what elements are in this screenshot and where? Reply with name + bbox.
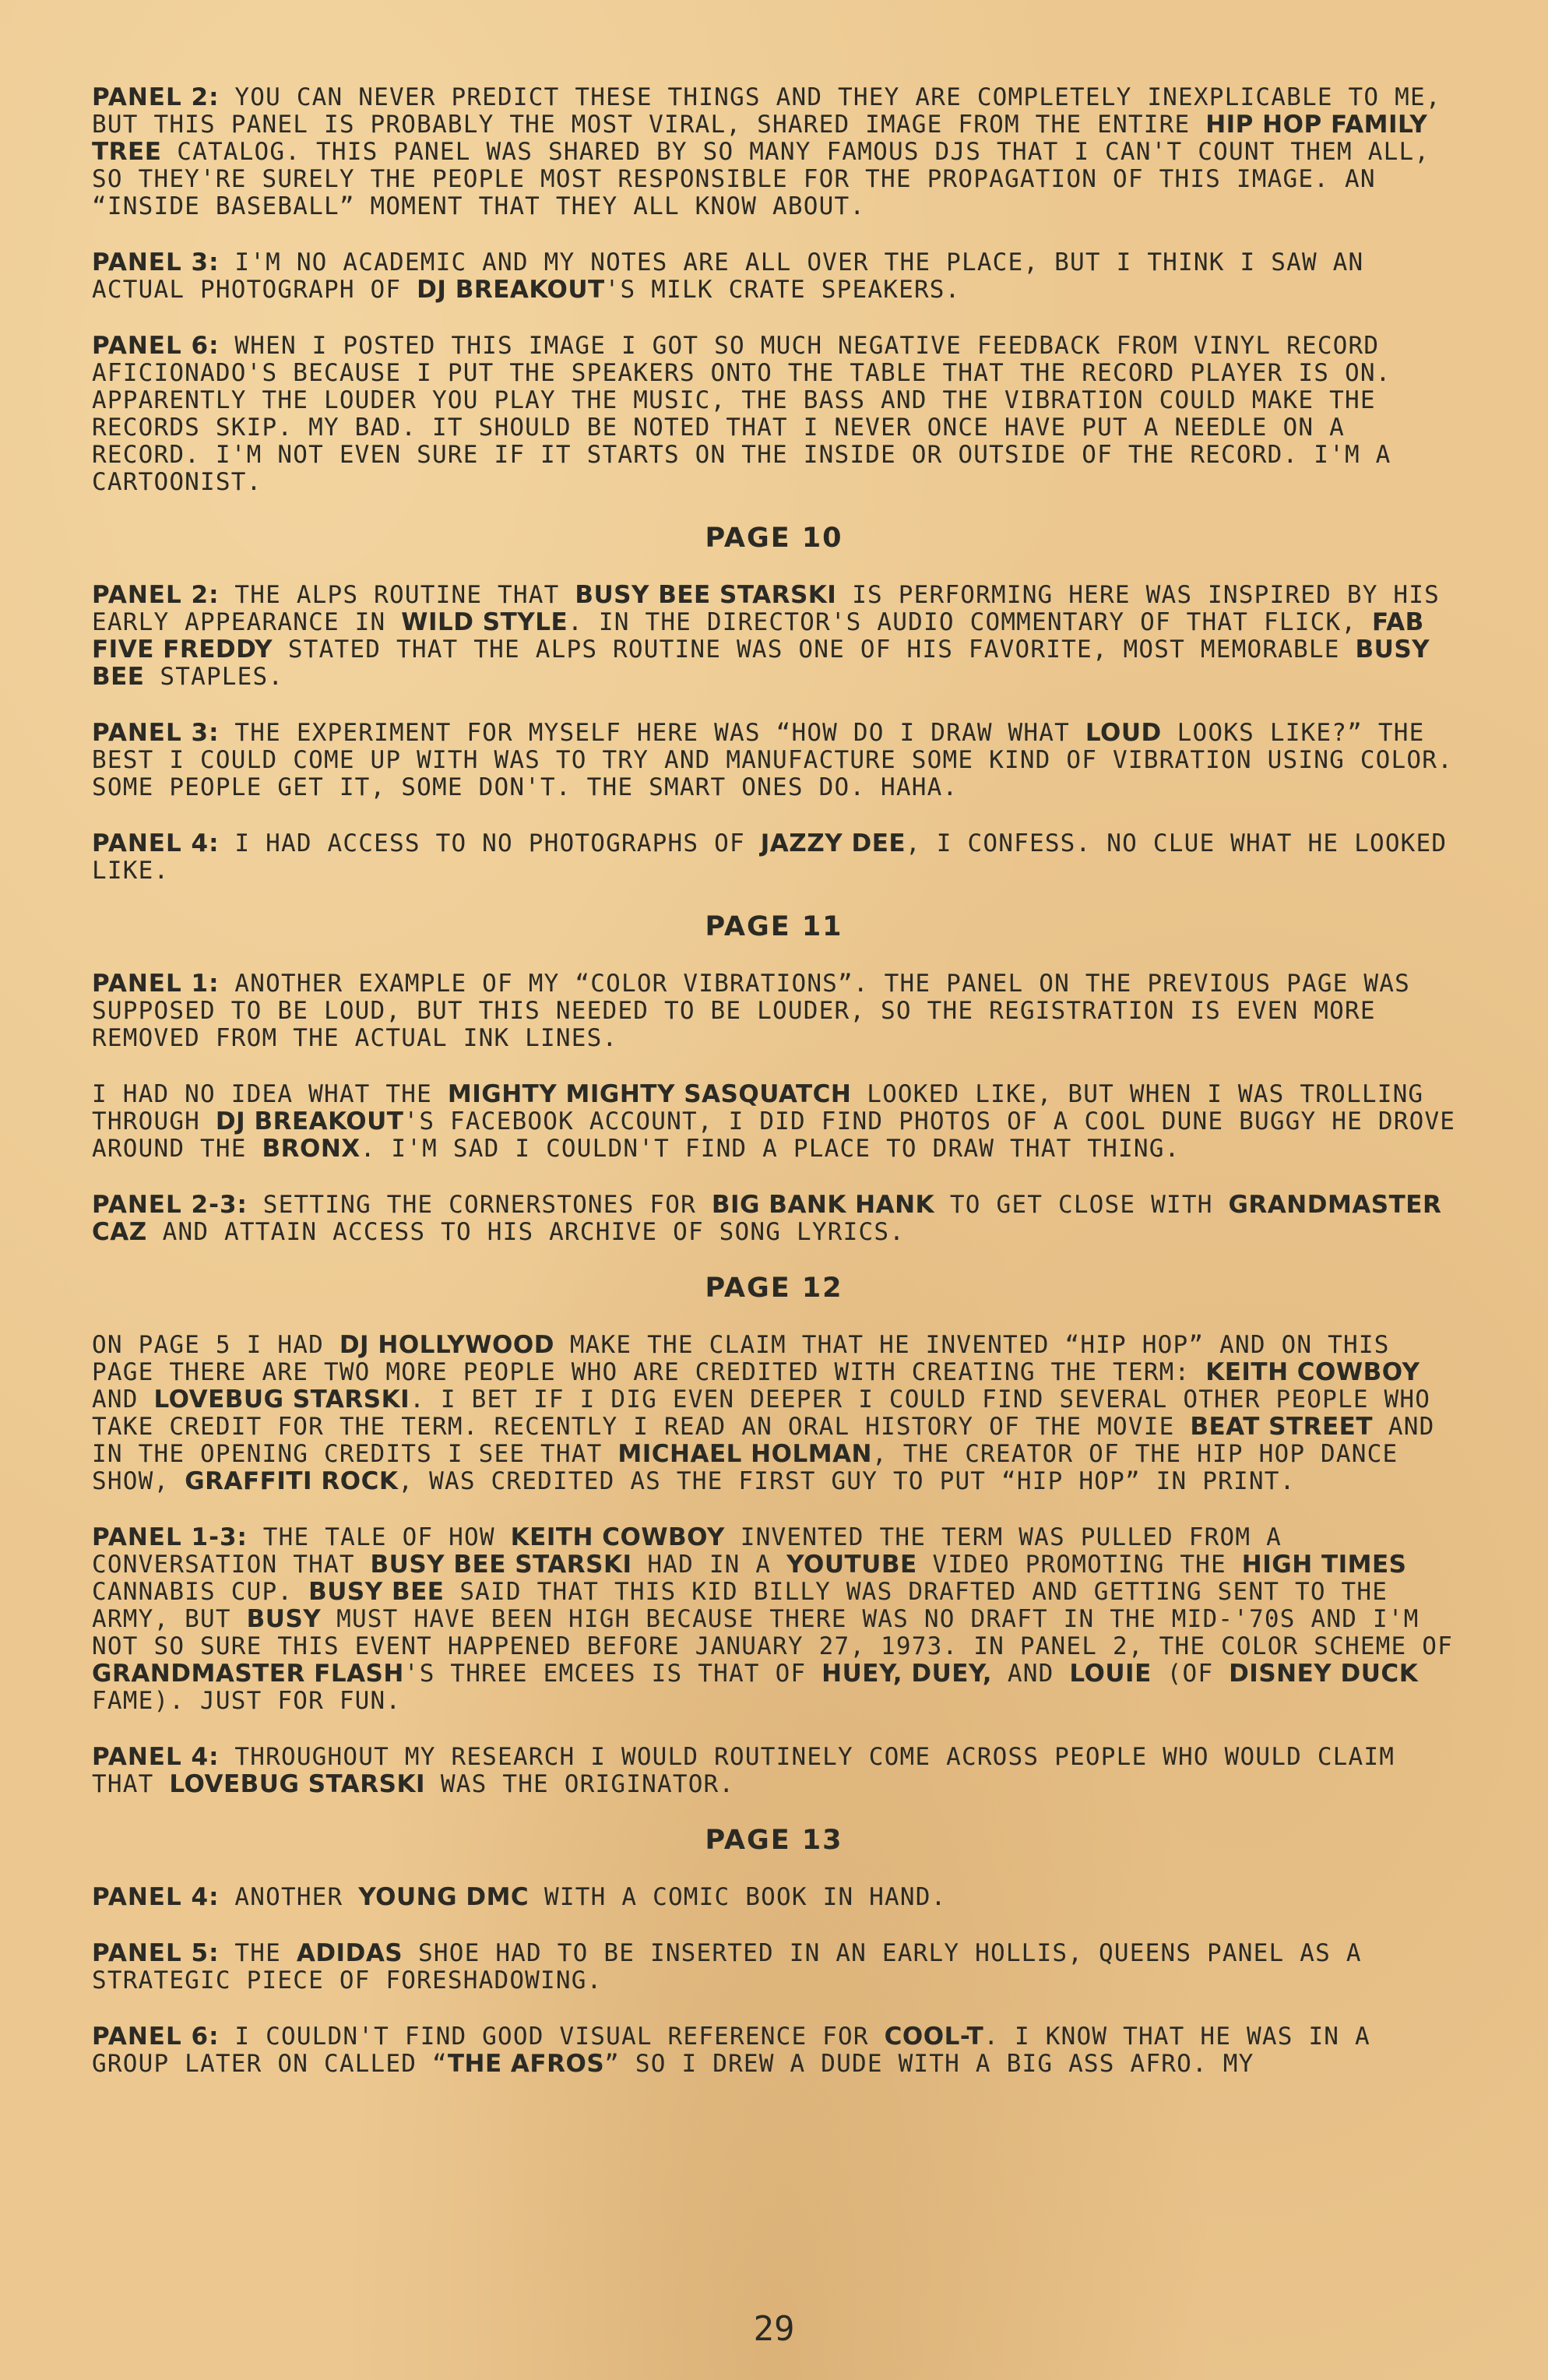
emphasized-name: BEAT STREET xyxy=(1190,1413,1373,1441)
text-segment: AND xyxy=(992,1660,1070,1688)
text-segment: I COULDN'T FIND GOOD VISUAL REFERENCE FOR xyxy=(219,2023,885,2051)
text-segment: I HAD ACCESS TO NO PHOTOGRAPHS OF xyxy=(219,829,761,857)
text-segment: ANOTHER xyxy=(219,1883,359,1911)
emphasized-name: DJ HOLLYWOOD xyxy=(339,1331,554,1359)
text-segment: ANOTHER EXAMPLE OF MY “COLOR VIBRATIONS”. THE PANEL ON THE PREVIOUS PAGE WAS SUPPOSED TO BE LOUD, BUT THIS NEEDED TO BE LOUDER, SO THE REGISTRATION IS EVEN MORE REMOVED FROM THE ACTUAL INK LINES. xyxy=(92,970,1410,1052)
text-segment: THE TALE OF HOW xyxy=(247,1523,511,1551)
commentary-paragraph xyxy=(92,582,1456,691)
text-segment: SETTING THE CORNERSTONES FOR xyxy=(247,1191,712,1219)
panel-label: PANEL 1-3: xyxy=(92,1523,248,1551)
text-segment: , WAS CREDITED AS THE FIRST GUY TO PUT “HIP HOP” IN PRINT. xyxy=(398,1467,1296,1495)
commentary-paragraph xyxy=(92,1940,1456,1994)
text-segment: SAID THAT THIS KID BILLY WAS DRAFTED AND GETTING SENT TO THE ARMY, BUT xyxy=(92,1578,1388,1633)
text-segment: CANNABIS CUP. xyxy=(92,1578,309,1606)
commentary-paragraph xyxy=(92,84,1456,220)
text-segment: . IN THE DIRECTOR'S AUDIO COMMENTARY OF THAT FLICK, xyxy=(568,608,1373,636)
text-segment: VIDEO PROMOTING THE xyxy=(916,1551,1242,1579)
emphasized-name: LOVEBUG STARSKI xyxy=(169,1770,426,1798)
text-segment: THE ALPS ROUTINE THAT xyxy=(219,581,575,609)
emphasized-name: DJ BREAKOUT xyxy=(215,1107,404,1135)
commentary-paragraph xyxy=(92,720,1456,801)
document-page xyxy=(92,84,1456,2280)
emphasized-name: GRANDMASTER CAZ xyxy=(92,1191,1442,1246)
panel-label: PANEL 4: xyxy=(92,829,220,857)
commentary-paragraph xyxy=(92,1884,1456,1911)
section-heading: PAGE 12 xyxy=(705,1273,843,1304)
text-segment: TO GET CLOSE WITH xyxy=(934,1191,1229,1219)
emphasized-name: HIGH TIMES xyxy=(1241,1551,1407,1579)
panel-label: PANEL 3: xyxy=(92,719,220,747)
panel-label: PANEL 1: xyxy=(92,970,220,998)
text-segment: I HAD NO IDEA WHAT THE xyxy=(92,1080,448,1108)
emphasized-name: LOUD xyxy=(1085,719,1162,747)
emphasized-name: ADIDAS xyxy=(296,1939,403,1967)
text-segment: INVENTED THE TERM WAS PULLED FROM A CONVERSATION THAT xyxy=(92,1523,1282,1579)
emphasized-name: FAB FIVE FREDDY xyxy=(92,608,1424,664)
panel-label: PANEL 6: xyxy=(92,2023,220,2051)
text-segment: THE EXPERIMENT FOR MYSELF HERE WAS “HOW DO I DRAW WHAT xyxy=(219,719,1085,747)
text-segment: IS PERFORMING HERE WAS INSPIRED BY HIS EARLY APPEARANCE IN xyxy=(92,581,1441,636)
text-segment: (OF xyxy=(1151,1660,1230,1688)
emphasized-name: WILD STYLE xyxy=(401,608,568,636)
emphasized-name: DISNEY DUCK xyxy=(1229,1660,1419,1688)
text-segment: , THE CREATOR OF THE HIP HOP DANCE SHOW, xyxy=(92,1440,1398,1495)
emphasized-name: LOUIE xyxy=(1069,1660,1152,1688)
emphasized-name: YOUNG DMC xyxy=(358,1883,529,1911)
text-segment: . I BET IF I DIG EVEN DEEPER I COULD FIND SEVERAL OTHER PEOPLE WHO TAKE CREDIT FOR THE TERM. RECENTLY I READ AN ORAL HISTORY OF THE MOVIE xyxy=(92,1385,1431,1441)
emphasized-name: COOL-T xyxy=(884,2023,984,2051)
commentary-paragraph xyxy=(92,249,1456,304)
emphasized-name: KEITH COWBOY xyxy=(510,1523,725,1551)
text-segment: SHOE HAD TO BE INSERTED IN AN EARLY HOLLIS, QUEENS PANEL AS A STRATEGIC PIECE OF FORESHADOWING. xyxy=(92,1939,1362,1994)
text-segment: MUST HAVE BEEN HIGH BECAUSE THERE WAS NO DRAFT IN THE MID-'70S AND I'M NOT SO SURE THIS EVENT HAPPENED BEFORE JANUARY 27, 1973. IN PANEL 2, THE COLOR SCHEME OF xyxy=(92,1605,1453,1660)
text-segment: FAME). JUST FOR FUN. xyxy=(92,1687,402,1715)
emphasized-name: HIP HOP FAMILY TREE xyxy=(92,111,1428,166)
emphasized-name: GRAFFITI ROCK xyxy=(185,1467,399,1495)
emphasized-name: THE AFROS xyxy=(447,2050,605,2078)
commentary-paragraph xyxy=(92,1192,1456,1246)
text-segment: I'M NO ACADEMIC AND MY NOTES ARE ALL OVER THE PLACE, BUT I THINK I SAW AN ACTUAL PHOTOGRAPH OF xyxy=(92,248,1364,304)
emphasized-name: BUSY BEE xyxy=(92,635,1430,691)
emphasized-name: MIGHTY MIGHTY SASQUATCH xyxy=(447,1080,852,1108)
emphasized-name: BRONX xyxy=(262,1135,361,1163)
emphasized-name: BUSY BEE STARSKI xyxy=(575,581,837,609)
emphasized-name: BUSY BEE STARSKI xyxy=(370,1551,632,1579)
panel-label: PANEL 5: xyxy=(92,1939,220,1967)
emphasized-name: LOVEBUG STARSKI xyxy=(153,1385,410,1414)
text-segment: CATALOG. THIS PANEL WAS SHARED BY SO MANY FAMOUS DJS THAT I CAN'T COUNT THEM ALL, SO THEY'RE SURELY THE PEOPLE MOST RESPONSIBLE FOR THE PROPAGATION OF THIS IMAGE. AN “INSIDE BASEBALL” MOMENT THAT THEY ALL KNOW ABOUT. xyxy=(92,138,1430,220)
section-heading: PAGE 11 xyxy=(705,911,843,942)
text-segment: MAKE THE CLAIM THAT HE INVENTED “HIP HOP” AND ON THIS PAGE THERE ARE TWO MORE PEOPLE WHO ARE CREDITED WITH CREATING THE TERM: xyxy=(92,1331,1390,1386)
text-segment: WITH A COMIC BOOK IN HAND. xyxy=(529,1883,947,1911)
emphasized-name: DJ BREAKOUT xyxy=(417,276,605,304)
emphasized-name: HUEY, DUEY, xyxy=(821,1660,993,1688)
commentary-paragraph xyxy=(92,1081,1456,1163)
commentary-paragraph xyxy=(92,2023,1456,2078)
text-segment: . I'M SAD I COULDN'T FIND A PLACE TO DRAW THAT THING. xyxy=(360,1135,1180,1163)
text-segment: STAPLES. xyxy=(144,663,284,691)
panel-label: PANEL 4: xyxy=(92,1743,220,1771)
text-segment: ON PAGE 5 I HAD xyxy=(92,1331,340,1359)
commentary-paragraph xyxy=(92,1744,1456,1798)
emphasized-name: GRANDMASTER FLASH xyxy=(92,1660,404,1688)
text-segment: THROUGHOUT MY RESEARCH I WOULD ROUTINELY COME ACROSS PEOPLE WHO WOULD CLAIM THAT xyxy=(92,1743,1395,1798)
commentary-paragraph xyxy=(92,830,1456,885)
text-segment: AND ATTAIN ACCESS TO HIS ARCHIVE OF SONG LYRICS. xyxy=(146,1218,906,1246)
page-number: 29 xyxy=(753,2309,795,2349)
commentary-paragraph xyxy=(92,1332,1456,1495)
text-segment: STATED THAT THE ALPS ROUTINE WAS ONE OF HIS FAVORITE, MOST MEMORABLE xyxy=(273,635,1356,664)
text-segment: WAS THE ORIGINATOR. xyxy=(425,1770,735,1798)
panel-label: PANEL 2-3: xyxy=(92,1191,248,1219)
text-segment: 'S THREE EMCEES IS THAT OF xyxy=(403,1660,822,1688)
emphasized-name: MICHAEL HOLMAN xyxy=(617,1440,873,1468)
text-segment: 'S FACEBOOK ACCOUNT, I DID FIND PHOTOS OF A COOL DUNE BUGGY HE DROVE AROUND THE xyxy=(92,1107,1456,1163)
emphasized-name: BIG BANK HANK xyxy=(711,1191,935,1219)
text-segment: LOOKED LIKE, BUT WHEN I WAS TROLLING THROUGH xyxy=(92,1080,1424,1135)
panel-label: PANEL 2: xyxy=(92,83,220,111)
text-segment: THE xyxy=(219,1939,297,1967)
text-segment: AND xyxy=(92,1385,154,1414)
section-heading: PAGE 13 xyxy=(705,1825,843,1856)
panel-label: PANEL 3: xyxy=(92,248,220,276)
emphasized-name: BUSY xyxy=(246,1605,322,1633)
commentary-paragraph xyxy=(92,1524,1456,1715)
panel-label: PANEL 6: xyxy=(92,332,220,360)
text-segment: AND IN THE OPENING CREDITS I SEE THAT xyxy=(92,1413,1435,1468)
text-segment: 'S MILK CRATE SPEAKERS. xyxy=(604,276,961,304)
commentary-paragraph xyxy=(92,970,1456,1052)
section-heading: PAGE 10 xyxy=(705,523,843,554)
text-segment: HAD IN A xyxy=(632,1551,787,1579)
text-segment: , I CONFESS. NO CLUE WHAT HE LOOKED LIKE. xyxy=(92,829,1448,885)
text-segment: YOU CAN NEVER PREDICT THESE THINGS AND THEY ARE COMPLETELY INEXPLICABLE TO ME, BUT THIS PANEL IS PROBABLY THE MOST VIRAL, SHARED IMAGE FROM THE ENTIRE xyxy=(92,83,1441,139)
emphasized-name: JAZZY DEE xyxy=(760,829,906,857)
emphasized-name: BUSY BEE xyxy=(308,1578,445,1606)
commentary-paragraph xyxy=(92,333,1456,496)
text-segment: ” SO I DREW A DUDE WITH A BIG ASS AFRO. MY xyxy=(604,2050,1254,2078)
text-segment: . I KNOW THAT HE WAS IN A GROUP LATER ON CALLED “ xyxy=(92,2023,1370,2078)
emphasized-name: KEITH COWBOY xyxy=(1205,1358,1420,1386)
panel-label: PANEL 4: xyxy=(92,1883,220,1911)
text-segment: LOOKS LIKE?” THE BEST I COULD COME UP WITH WAS TO TRY AND MANUFACTURE SOME KIND OF VIBRATION USING COLOR. SOME PEOPLE GET IT, SOME DON'T. THE SMART ONES DO. HAHA. xyxy=(92,719,1453,801)
emphasized-name: YOUTUBE xyxy=(786,1551,917,1579)
text-segment: WHEN I POSTED THIS IMAGE I GOT SO MUCH NEGATIVE FEEDBACK FROM VINYL RECORD AFICIONADO'S BECAUSE I PUT THE SPEAKERS ONTO THE TABLE THAT THE RECORD PLAYER IS ON. APPARENTLY THE LOUDER YOU PLAY THE MUSIC, THE BASS AND THE VIBRATION COULD MAKE THE RECORDS SKIP. MY BAD. IT SHOULD BE NOTED THAT I NEVER ONCE HAVE PUT A NEEDLE ON A RECORD. I'M NOT EVEN SURE IF IT STARTS ON THE INSIDE OR OUTSIDE OF THE RECORD. I'M A CARTOONIST. xyxy=(92,332,1391,496)
panel-label: PANEL 2: xyxy=(92,581,220,609)
